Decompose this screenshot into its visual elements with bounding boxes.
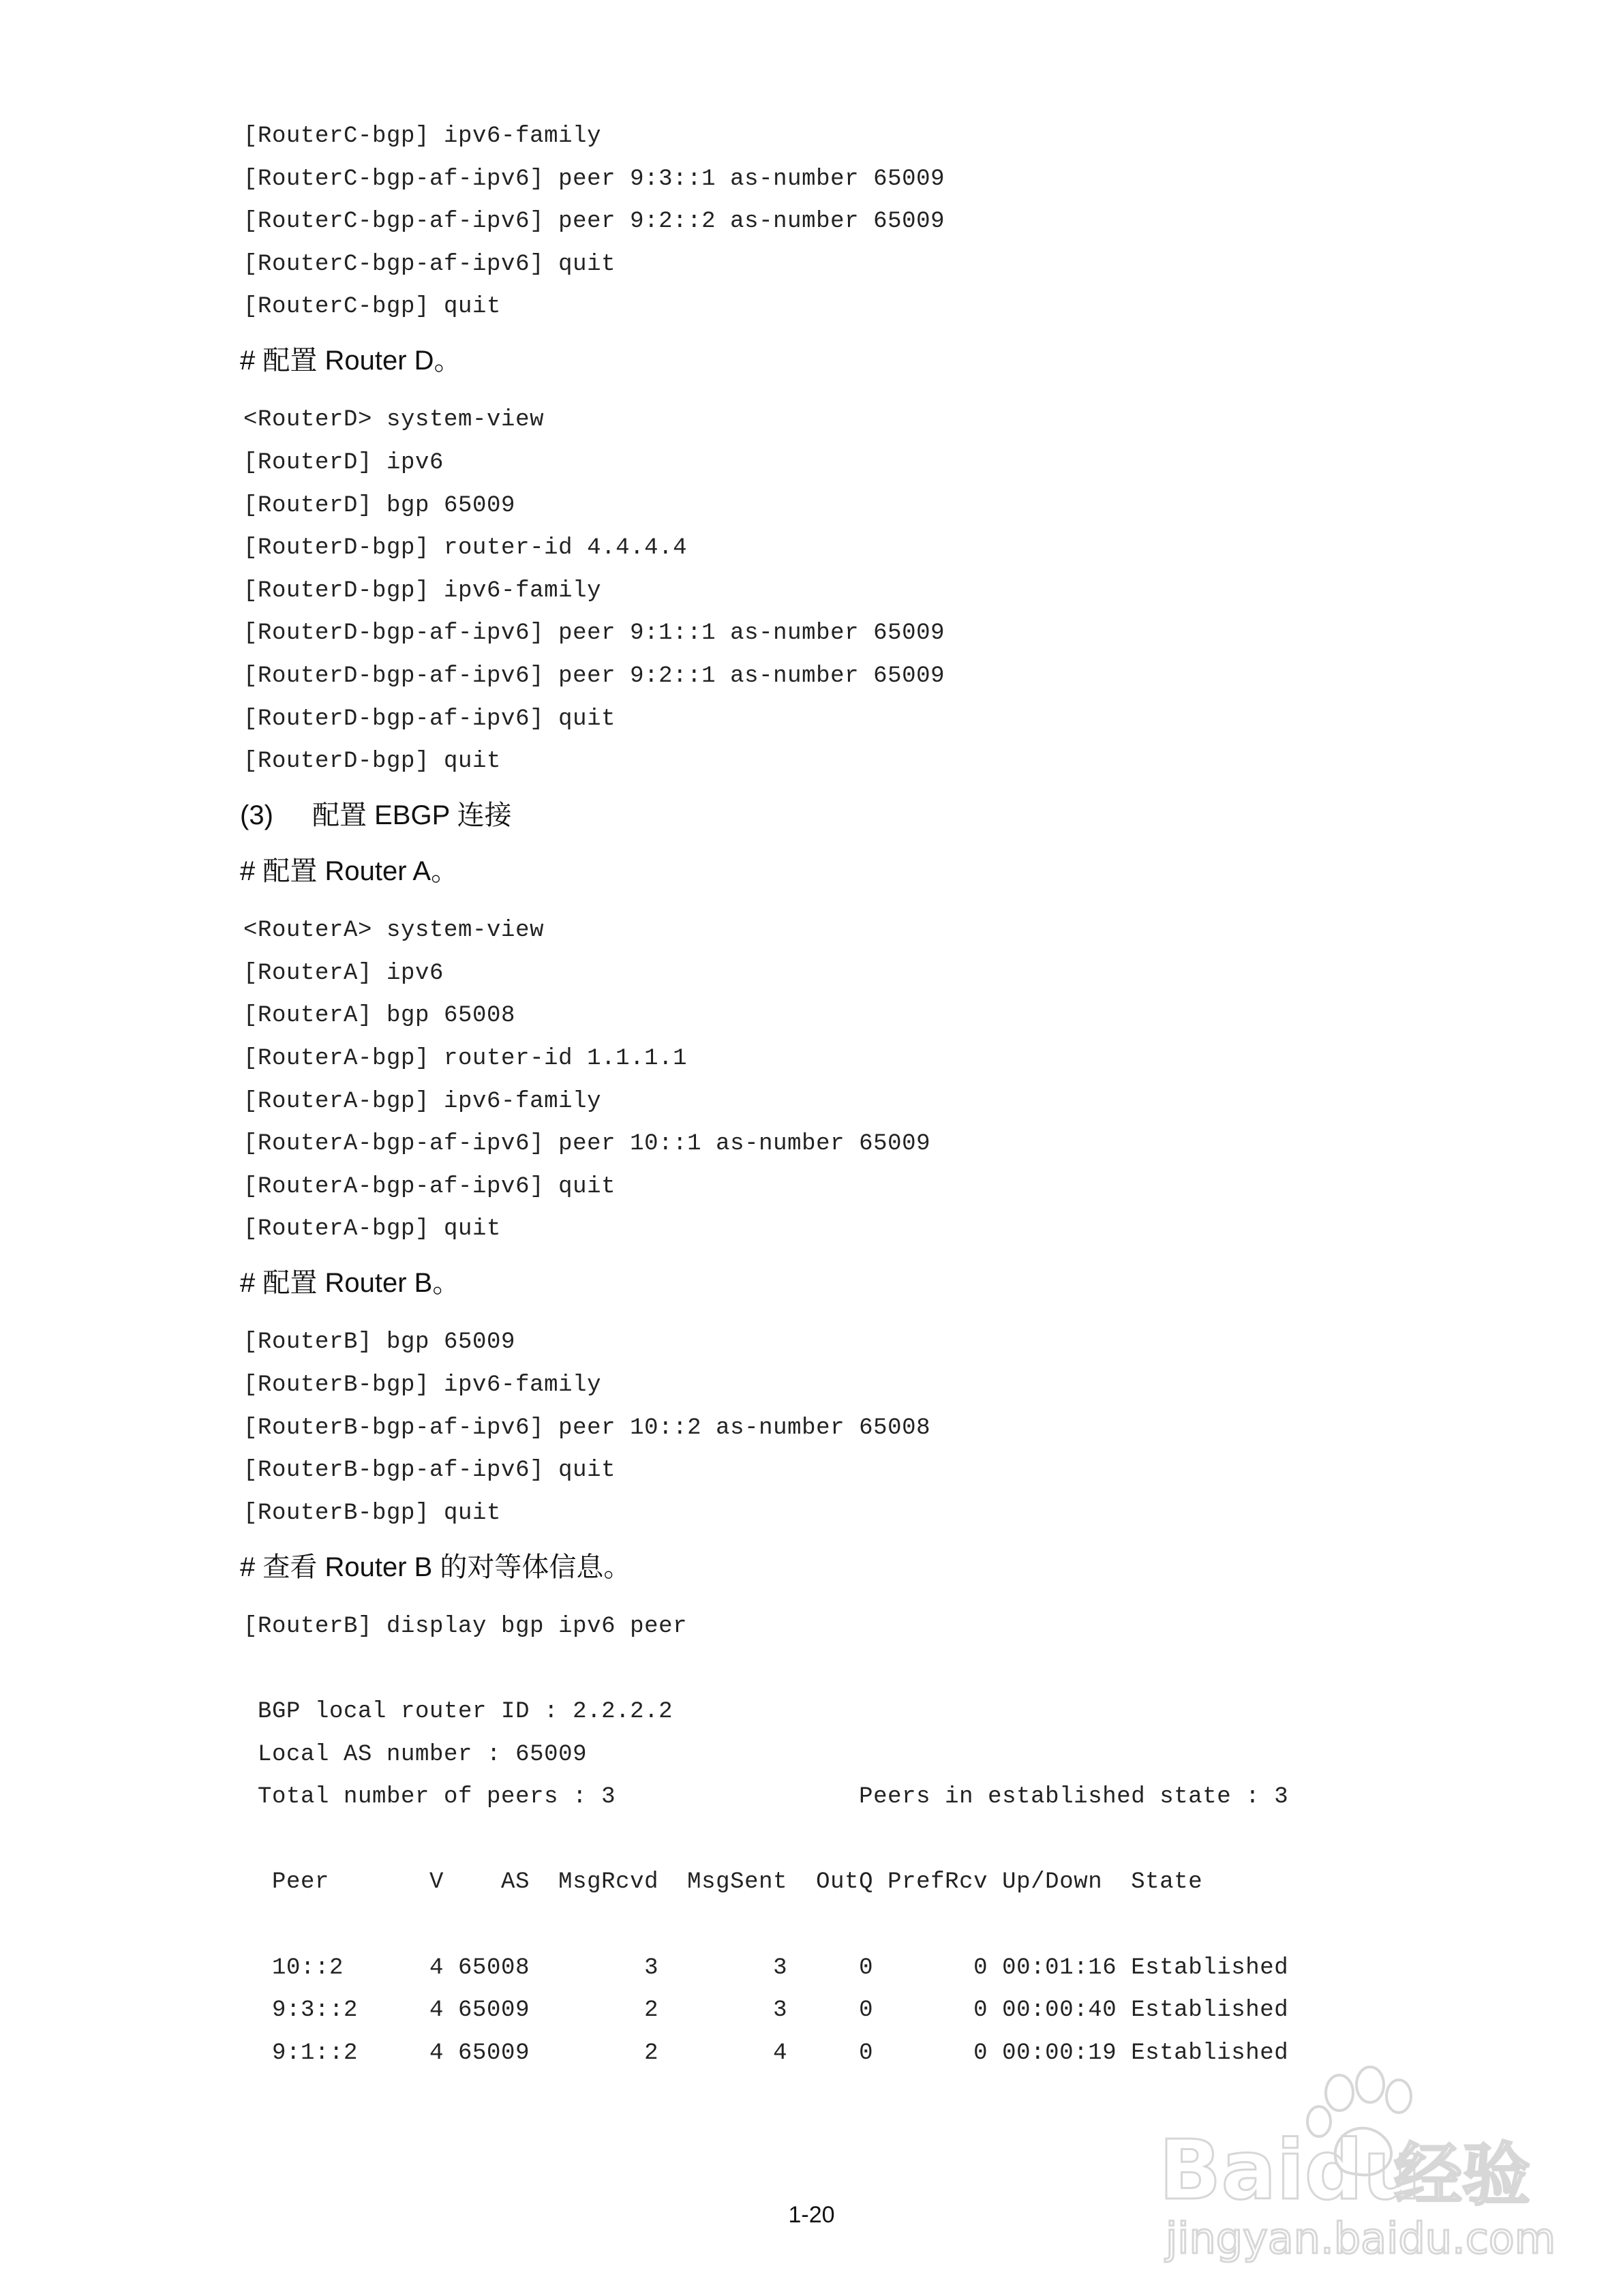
section-heading: # 查看 Router B 的对等体信息。 xyxy=(240,1552,631,1582)
code-line: Peer V AS MsgRcvd MsgSent OutQ PrefRcv Up/Down State xyxy=(243,1869,1203,1896)
code-line: [RouterB-bgp] quit xyxy=(243,1500,502,1526)
code-line: [RouterD-bgp-af-ipv6] quit xyxy=(243,706,616,732)
code-line: [RouterB-bgp-af-ipv6] peer 10::2 as-number 65008 xyxy=(243,1415,931,1441)
code-line: [RouterA-bgp-af-ipv6] peer 10::1 as-number 65009 xyxy=(243,1131,931,1158)
code-line: BGP local router ID : 2.2.2.2 xyxy=(243,1699,673,1725)
code-line: [RouterC-bgp-af-ipv6] quit xyxy=(243,251,616,277)
section-heading: # 配置 Router D。 xyxy=(240,346,461,376)
code-line: Local AS number : 65009 xyxy=(243,1741,588,1768)
section-heading: # 配置 Router B。 xyxy=(240,1268,460,1299)
code-line: [RouterA] bgp 65008 xyxy=(243,1003,516,1029)
code-line: [RouterD-bgp-af-ipv6] peer 9:1::1 as-number 65009 xyxy=(243,620,945,647)
code-line: [RouterA-bgp] router-id 1.1.1.1 xyxy=(243,1046,688,1072)
code-line: [RouterB-bgp] ipv6-family xyxy=(243,1372,602,1398)
step-number: (3) xyxy=(240,800,273,831)
code-line: [RouterC-bgp-af-ipv6] peer 9:3::1 as-number 65009 xyxy=(243,166,945,192)
code-line: 9:3::2 4 65009 2 3 0 0 00:00:40 Established xyxy=(243,1997,1289,2024)
code-line: [RouterC-bgp] ipv6-family xyxy=(243,123,602,149)
code-line: [RouterC-bgp-af-ipv6] peer 9:2::2 as-number 65009 xyxy=(243,209,945,235)
code-line: [RouterD-bgp] ipv6-family xyxy=(243,577,602,604)
code-line: <RouterD> system-view xyxy=(243,407,545,434)
code-line: [RouterA-bgp-af-ipv6] quit xyxy=(243,1173,616,1200)
baidu-jingyan-watermark xyxy=(1152,2059,1561,2263)
page-number: 1-20 xyxy=(788,2202,835,2228)
code-line: 10::2 4 65008 3 3 0 0 00:01:16 Established xyxy=(243,1954,1289,1981)
code-line: [RouterD-bgp] router-id 4.4.4.4 xyxy=(243,535,688,562)
code-line: [RouterD] bgp 65009 xyxy=(243,492,516,519)
code-line: [RouterD] ipv6 xyxy=(243,450,444,476)
code-line: [RouterB] display bgp ipv6 peer xyxy=(243,1613,688,1640)
code-line: [RouterB-bgp-af-ipv6] quit xyxy=(243,1457,616,1484)
code-line: [RouterD-bgp] quit xyxy=(243,749,502,775)
code-line: <RouterA> system-view xyxy=(243,918,545,944)
code-line: 9:1::2 4 65009 2 4 0 0 00:00:19 Established xyxy=(243,2040,1289,2066)
section-heading: # 配置 Router A。 xyxy=(240,856,459,887)
watermark-brand: Baidu xyxy=(1159,2124,1421,2218)
code-line: [RouterA-bgp] ipv6-family xyxy=(243,1088,602,1115)
code-line: [RouterD-bgp-af-ipv6] peer 9:2::1 as-number 65009 xyxy=(243,663,945,689)
code-line: [RouterA-bgp] quit xyxy=(243,1216,502,1243)
step-title: 配置 EBGP 连接 xyxy=(312,800,512,831)
code-line: [RouterA] ipv6 xyxy=(243,960,444,986)
code-line: [RouterB] bgp 65009 xyxy=(243,1329,516,1356)
watermark-product: 经验 xyxy=(1394,2135,1530,2215)
code-line: [RouterC-bgp] quit xyxy=(243,294,502,320)
code-line: Total number of peers : 3 Peers in established state : 3 xyxy=(243,1784,1289,1811)
watermark-url: jingyan.baidu.com xyxy=(1166,2214,1556,2263)
